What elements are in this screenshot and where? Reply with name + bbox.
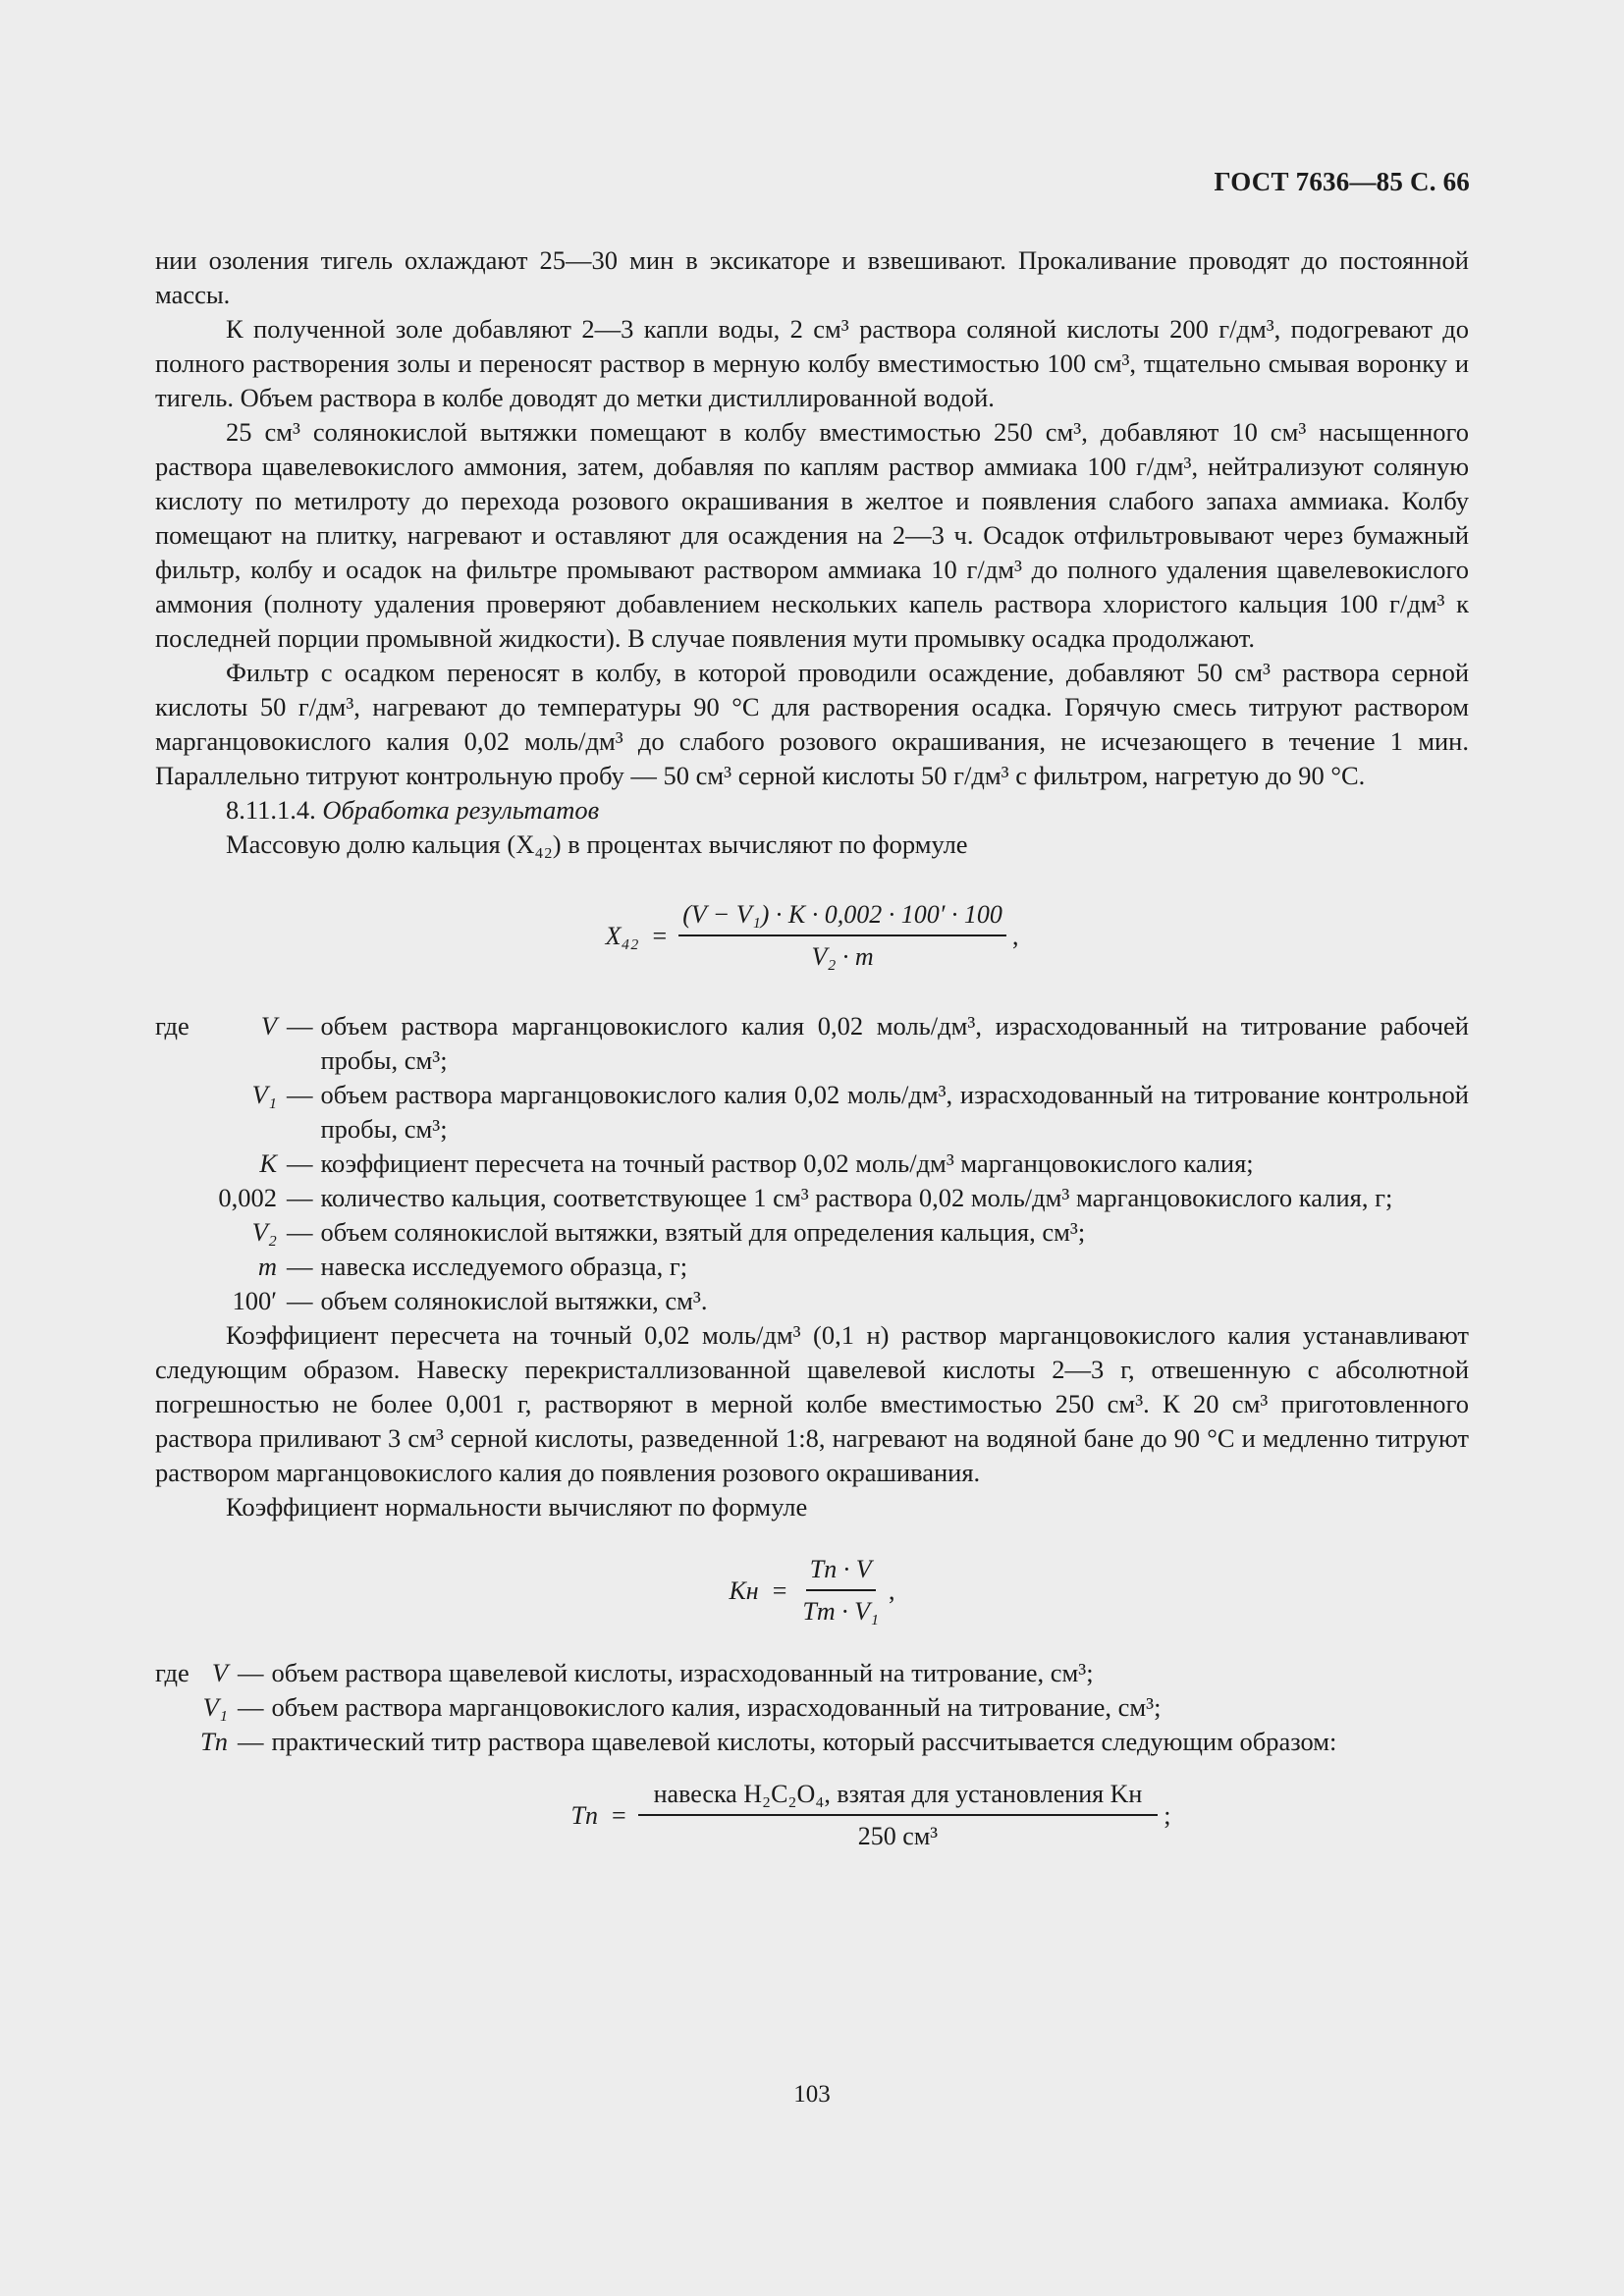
formula-1-denominator: V₂ · m <box>811 942 874 971</box>
page-number: 103 <box>793 2081 831 2108</box>
paragraph-6: Коэффициент пересчета на точный 0,02 моль/дм³ (0,1 н) раствор марганцовокислого калия устанавливают следующим образом. Навеску перекристаллизованной щавелевой кислоты 2—3 г, отвешенную с абсолютной погрешностью не более 0,001 г, растворяют в мерной колбе вместимостью 250 см³. К 20 см³ приготовленного раствора приливают 3 см³ серной кислоты, разведенной 1:8, нагревают на водяной бане до 90 °С и медленно титруют раствором марганцовокислого калия до появления розового окрашивания. <box>155 1320 1469 1487</box>
page-header: ГОСТ 7636—85 С. 66 <box>1214 167 1470 196</box>
formula-3-equals: = <box>611 1800 626 1830</box>
formula-1-equals: = <box>652 921 668 950</box>
formula-2-denominator: Tт · V₁ <box>802 1597 880 1626</box>
definitions-2 <box>155 1656 1469 1759</box>
document-body <box>155 243 1469 1853</box>
paragraph-3: 25 см³ солянокислой вытяжки помещают в колбу вместимостью 250 см³, добавляют 10 см³ насыщенного раствора щавелевокислого аммония, затем, добавляя по каплям раствор аммиака 100 г/дм³, нейтрализуют соляную кислоту по метилроту до перехода розового окрашивания в желтое и появления слабого запаха аммиака. Колбу помещают на плитку, нагревают и оставляют для осаждения на 2—3 ч. Осадок отфильтровывают через бумажный фильтр, колбу и осадок на фильтре промывают раствором аммиака 10 г/дм³ до полного удаления щавелевокислого аммония (полноту удаления проверяют добавлением нескольких капель раствора хлористого кальция 100 г/дм³ к последней порции промывной жидкости). В случае появления мути промывку осадка продолжают. <box>155 417 1469 653</box>
definition-symbol: K <box>259 1148 277 1178</box>
formula-3-denominator: 250 см³ <box>857 1822 939 1850</box>
paragraph-5: Массовую долю кальция (X₄₂) в процентах вычисляют по формуле <box>226 829 968 859</box>
definition-symbol: m <box>257 1252 277 1281</box>
formula-3-fraction <box>638 1777 1159 1853</box>
definition-row: 0,002 — количество кальция, соответствующее 1 см³ раствора 0,02 моль/дм³ марганцовокислого калия, г; <box>155 1181 1469 1215</box>
definition-row: где V — объем раствора марганцовокислого калия 0,02 моль/дм³, израсходованный на титрование рабочей пробы, см³; <box>155 1009 1469 1078</box>
definition-symbol: V₁ <box>251 1080 277 1109</box>
definition-symbol: V <box>211 1658 228 1687</box>
formula-2-lhs: Kн <box>729 1575 759 1605</box>
paragraph-2: К полученной золе добавляют 2—3 капли воды, 2 см³ раствора соляной кислоты 200 г/дм³, подогревают до полного растворения золы и переносят раствор в мерную колбу вместимостью 100 см³, тщательно смывая воронку и тигель. Объем раствора в колбе доводят до метки дистиллированной водой. <box>155 314 1469 412</box>
definition-prefix: где <box>155 1658 189 1687</box>
formula-calcium <box>155 897 1469 974</box>
definition-symbol: 0,002 <box>218 1183 277 1212</box>
definition-symbol: V <box>260 1011 277 1041</box>
definition-text: объем раствора щавелевой кислоты, израсходованный на титрование, см³; <box>271 1658 1094 1687</box>
paragraph-7: Коэффициент нормальности вычисляют по формуле <box>226 1492 808 1522</box>
definition-row: V₁ — объем раствора марганцовокислого калия 0,02 моль/дм³, израсходованный на титрование контрольной пробы, см³; <box>155 1078 1469 1147</box>
formula-3-lhs: Tп <box>570 1800 598 1830</box>
section-heading <box>155 793 1469 828</box>
paragraph-4: Фильтр с осадком переносят в колбу, в которой проводили осаждение, добавляют 50 см³ раствора серной кислоты 50 г/дм³, нагревают до температуры 90 °С для растворения осадка. Горячую смесь титруют раствором марганцовокислого калия 0,02 моль/дм³ до слабого розового окрашивания, не исчезающего в течение 1 мин. Параллельно титруют контрольную пробу — 50 см³ серной кислоты 50 г/дм³ с фильтром, нагретую до 90 °С. <box>155 658 1469 790</box>
definition-row: 100′ — объем солянокислой вытяжки, см³. <box>155 1284 1469 1318</box>
formula-titre <box>155 1777 1469 1853</box>
formula-1-lhs: X₄₂ <box>605 921 639 950</box>
definition-row: K — коэффициент пересчета на точный раствор 0,02 моль/дм³ марганцовокислого калия; <box>155 1147 1469 1181</box>
definition-row: где V — объем раствора щавелевой кислоты, израсходованный на титрование, см³; <box>155 1656 1469 1690</box>
definition-text: навеска исследуемого образца, г; <box>320 1252 688 1281</box>
paragraph-1: нии озоления тигель охлаждают 25—30 мин в эксикаторе и взвешивают. Прокаливание проводят до постоянной массы. <box>155 245 1469 309</box>
definition-symbol: V₁ <box>202 1692 228 1722</box>
section-title: Обработка результатов <box>322 795 600 825</box>
section-number: 8.11.1.4. <box>226 795 316 825</box>
definition-text: количество кальция, соответствующее 1 см³ раствора 0,02 моль/дм³ марганцовокислого калия, г; <box>320 1183 1393 1212</box>
definition-symbol: V₂ <box>251 1217 277 1247</box>
definition-symbol: 100′ <box>232 1286 277 1315</box>
definition-text: объем раствора марганцовокислого калия 0,02 моль/дм³, израсходованный на титрование рабочей пробы, см³; <box>320 1011 1469 1075</box>
definition-text: объем солянокислой вытяжки, взятый для определения кальция, см³; <box>320 1217 1086 1247</box>
definition-text: коэффициент пересчета на точный раствор 0,02 моль/дм³ марганцовокислого калия; <box>320 1148 1254 1178</box>
formula-1-tail: , <box>1011 921 1019 950</box>
definition-text: объем солянокислой вытяжки, см³. <box>320 1286 708 1315</box>
definition-text: объем раствора марганцовокислого калия 0,02 моль/дм³, израсходованный на титрование контрольной пробы, см³; <box>320 1080 1469 1144</box>
definitions-1 <box>155 1009 1469 1318</box>
formula-2-fraction <box>798 1552 883 1629</box>
formula-2-equals: = <box>772 1575 787 1605</box>
formula-2-tail: , <box>889 1575 895 1605</box>
formula-2-numerator: Tп · V <box>806 1552 876 1591</box>
definition-row: V₂ — объем солянокислой вытяжки, взятый для определения кальция, см³; <box>155 1215 1469 1250</box>
definition-row: V₁ — объем раствора марганцовокислого калия, израсходованный на титрование, см³; <box>155 1690 1469 1725</box>
formula-3-numerator: навеска H₂C₂O₄, взятая для установления Kн <box>638 1777 1159 1816</box>
formula-3-tail: ; <box>1164 1800 1171 1830</box>
formula-1-numerator: (V − V₁) · K · 0,002 · 100′ · 100 <box>678 897 1006 936</box>
definition-row: Tп — практический титр раствора щавелевой кислоты, который рассчитывается следующим образом: <box>155 1725 1469 1759</box>
definition-prefix: где <box>155 1011 189 1041</box>
definition-symbol: Tп <box>200 1727 228 1756</box>
definition-text: практический титр раствора щавелевой кислоты, который рассчитывается следующим образом: <box>271 1727 1337 1756</box>
formula-normality <box>155 1552 1469 1629</box>
definition-text: объем раствора марганцовокислого калия, израсходованный на титрование, см³; <box>271 1692 1162 1722</box>
definition-row: m — навеска исследуемого образца, г; <box>155 1250 1469 1284</box>
formula-1-fraction <box>678 897 1006 974</box>
